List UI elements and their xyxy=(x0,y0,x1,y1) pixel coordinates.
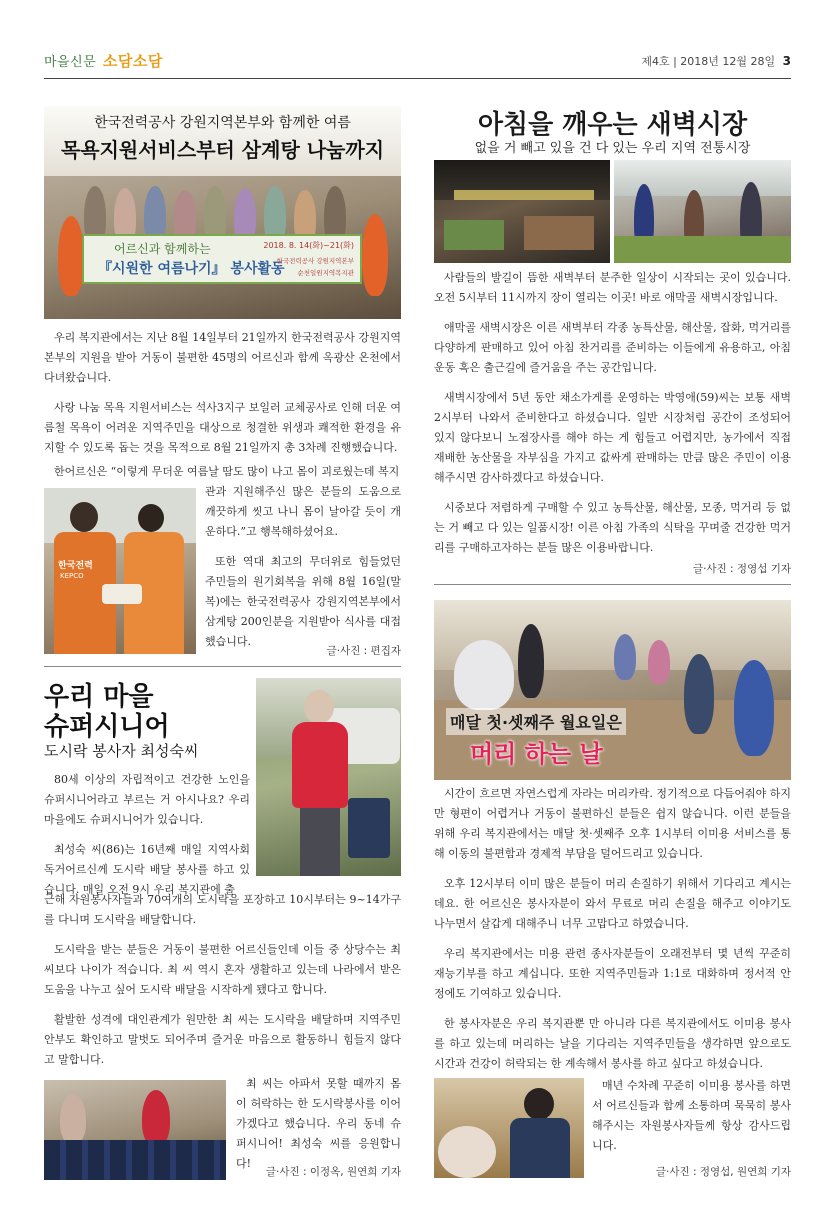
haircut-overlay-1: 매달 첫·셋째주 월요일은 xyxy=(446,708,626,735)
bath-title: 목욕지원서비스부터 삼계탕 나눔까지 xyxy=(60,138,385,162)
bath-body-wrap xyxy=(205,482,401,662)
haircut-paragraph-2: 오후 12시부터 이미 많은 분들이 머리 손질하기 위해서 기다리고 계시는데요. 한 어르신은 봉사자분이 와서 무료로 머리 손질을 해주고 이야기도 나누면서 살갑게 대해주니 너무 고맙다고 하였습니다. xyxy=(434,877,791,930)
lunchbox-packing-photo xyxy=(44,1080,226,1180)
vest-text-2: KEPCO xyxy=(60,572,84,580)
haircut-paragraph-1: 시간이 흐르면 자연스럽게 자라는 머리카락. 정기적으로 다듬어줘야 하지만 형편이 어렵거나 거동이 불편하신 분들은 쉽지 않습니다. 이런 분들을 위해 우리 복지관에서는 매달 첫·셋째주 오후 1시부터 이미용 서비스를 통해 이동의 불편함과 경제적 부담을 덜어드리고 있습니다. xyxy=(434,787,791,860)
market-body xyxy=(434,268,791,568)
bath-paragraph-3-rest: 관과 지원해주신 많은 분들의 도움으로 깨끗하게 씻고 나니 몸이 날아갈 듯이 개운하다.”고 행복해하셨어요. xyxy=(205,485,401,538)
senior-paragraph-3: 도시락을 받는 분들은 거동이 불편한 어르신들인데 이들 중 상당수는 최 씨보다 나이가 적습니다. 최 씨 역시 혼자 생활하고 있는데 나라에서 받은 도움을 나누고 싶어 도시락 배달을 시작하게 됐다고 합니다. xyxy=(44,943,401,996)
bath-quote-lead xyxy=(44,462,401,482)
haircut-paragraph-4: 한 봉사자분은 우리 복지관뿐 만 아니라 다른 복지관에서도 이미용 봉사를 하고 있는데 머리하는 날을 기다리는 지역주민들을 생각하면 앞으로도 시간과 건강이 허락되는 한 계속해서 봉사를 하고 싶다고 하셨습니다. xyxy=(434,1017,791,1070)
haircut-credit: 글·사진 : 정영섭, 원연희 기자 xyxy=(655,1166,791,1178)
senior-body-narrow xyxy=(44,770,250,900)
market-paragraph-4: 시중보다 저렴하게 구매할 수 있고 농특산물, 해산물, 모종, 먹거리 등 없는 거 빼고 다 있는 일품시장! 이른 아침 가족의 식탁을 꾸며줄 건강한 먹거리를 구매하고자하는 분들 많은 이용바랍니다. xyxy=(434,501,791,554)
market-paragraph-2: 애막골 새벽시장은 이른 새벽부터 각종 농특산물, 해산물, 잡화, 먹거리를 다양하게 판매하고 있어 아침 찬거리를 준비하는 이들에게 유용하고, 아침 운동 혹은 출근길에 즐거움을 주는 공간입니다. xyxy=(434,321,791,374)
market-paragraph-1: 사람들의 발길이 뜸한 새벽부터 분주한 일상이 시작되는 곳이 있습니다. 오전 5시부터 11시까지 장이 열리는 이곳! 바로 애막골 새벽시장입니다. xyxy=(434,271,791,304)
bath-subtitle: 한국전력공사 강원지역본부와 함께한 여름 xyxy=(94,115,351,131)
event-banner xyxy=(82,234,362,284)
senior-paragraph-5: 최 씨는 아파서 못할 때까지 몸이 허락하는 한 도시락봉사를 이어가겠다고 했습니다. 우리 동네 슈퍼시니어! 최성숙 씨를 응원합니다! xyxy=(236,1077,401,1170)
senior-paragraph-4: 활발한 성격에 대인관계가 원만한 최 씨는 도시락을 배달하며 지역주민 안부도 확인하고 말벗도 되어주며 즐거운 마음으로 활동하니 힘들지 않다고 말합니다. xyxy=(44,1013,401,1066)
haircut-paragraph-5: 매년 수차례 꾸준히 이미용 봉사를 하면서 어르신들과 함께 소통하며 묵묵히 봉사해주시는 자원봉사자들께 항상 감사드립니다. xyxy=(592,1079,791,1152)
haircut-overlay-2: 머리 하는 날 xyxy=(470,740,603,768)
senior-title-1: 우리 마을 xyxy=(44,682,154,712)
masthead-prefix: 마을신문 xyxy=(44,55,97,70)
haircut-paragraph-3: 우리 복지관에서는 미용 관련 종사자분들이 오래전부터 몇 년씩 꾸준히 재능기부를 하고 계십니다. 또한 지역주민들과 1:1로 대화하며 정서적 안정에도 기여하고 있습니다. xyxy=(434,947,791,1000)
banner-line1: 어르신과 함께하는 xyxy=(114,242,211,256)
market-day-photo xyxy=(614,160,791,263)
senior-paragraph-2-rest: 근해 자원봉사자들과 70여개의 도시락을 포장하고 10시부터는 9~14가구를 다니며 도시락을 배달합니다. xyxy=(44,893,401,926)
senior-body-wide xyxy=(44,890,401,1080)
banner-line2: 『시원한 여름나기』 봉사활동 xyxy=(98,261,285,277)
bath-group-photo xyxy=(44,106,401,319)
page-number: 3 xyxy=(782,54,791,68)
banner-org2: 순천일원지역복지관 xyxy=(297,269,354,277)
banner-org1: 한국전력공사 강원지역본부 xyxy=(276,257,354,265)
bath-divider xyxy=(44,666,401,667)
bath-paragraph-4: 또한 역대 최고의 무더위로 힘들었던 주민들의 원기회복을 위해 8월 16일(말복)에는 한국전력공사 강원지역본부에서 삼계탕 200인분을 지원받아 식사를 대접했습니다. xyxy=(205,555,401,648)
bath-paragraph-3-lead: 한어르신은 “이렇게 무더운 여름날 땀도 많이 나고 몸이 괴로웠는데 복지 xyxy=(54,465,400,478)
senior-title-2: 슈퍼시니어 xyxy=(44,712,170,742)
issue-info xyxy=(641,53,791,69)
senior-credit: 글·사진 : 이정옥, 원연희 기자 xyxy=(265,1166,401,1178)
haircut-room-photo xyxy=(434,600,791,780)
hair-volunteer-photo xyxy=(434,1078,584,1178)
bath-body-top xyxy=(44,328,401,468)
market-night-photo xyxy=(434,160,610,263)
bath-paragraph-2: 사랑 나눔 목욕 지원서비스는 석사3지구 보일러 교체공사로 인해 더운 여름철 목욕이 어려운 지역주민을 대상으로 청결한 위생과 쾌적한 환경을 유지할 수 있도록 돕는 것을 목적으로 8월 21일까지 총 3차례 진행했습니다. xyxy=(44,401,401,454)
header-rule xyxy=(44,78,791,79)
masthead xyxy=(44,50,163,71)
bath-credit: 글·사진 : 편집자 xyxy=(326,645,401,657)
market-credit: 글·사진 : 정영섭 기자 xyxy=(692,563,791,575)
vest-text-1: 한국전력 xyxy=(58,561,93,571)
senior-subtitle: 도시락 봉사자 최성숙씨 xyxy=(44,742,199,760)
market-title: 아침을 깨우는 새벽시장 xyxy=(477,110,748,140)
issue-date: 제4호 | 2018년 12월 28일 xyxy=(641,55,776,68)
masthead-brand: 소담소담 xyxy=(102,52,163,70)
senior-portrait-photo xyxy=(256,678,401,876)
kepco-volunteers-photo xyxy=(44,488,196,654)
banner-date: 2018. 8. 14(화)~21(화) xyxy=(263,241,354,250)
market-divider xyxy=(434,584,791,585)
market-subtitle: 없을 거 빼고 있을 건 다 있는 우리 지역 전통시장 xyxy=(474,141,751,156)
haircut-body xyxy=(434,784,791,1084)
market-paragraph-3: 새벽시장에서 5년 동안 채소가게를 운영하는 박영애(59)씨는 보통 새벽 2시부터 나와서 준비한다고 하셨습니다. 일반 시장처럼 공간이 조성되어 있지 않다보니 노점장사를 해야 하는 게 힘들고 어렵지만, 농가에서 직접 재배한 농산물을 자부심을 가지고 값싸게 판매하는 만큼 많은 주민이 이용해주시면 감사하겠다고 하셨습니다. xyxy=(434,391,791,484)
haircut-body-end xyxy=(592,1076,791,1166)
bath-paragraph-1: 우리 복지관에서는 지난 8월 14일부터 21일까지 한국전력공사 강원지역본부의 지원을 받아 거동이 불편한 45명의 어르신과 함께 옥광산 온천에서 다녀왔습니다. xyxy=(44,331,401,384)
senior-paragraph-2-lead: 최성숙 씨(86)는 16년째 매일 지역사회 독거어르신께 도시락 배달 봉사를 하고 있습니다. 매일 오전 9시 우리 복지관에 출 xyxy=(44,843,250,896)
senior-paragraph-1: 80세 이상의 자립적이고 건강한 노인을 슈퍼시니어라고 부르는 거 아시나요? 우리 마을에도 슈퍼시니어가 있습니다. xyxy=(44,773,250,826)
